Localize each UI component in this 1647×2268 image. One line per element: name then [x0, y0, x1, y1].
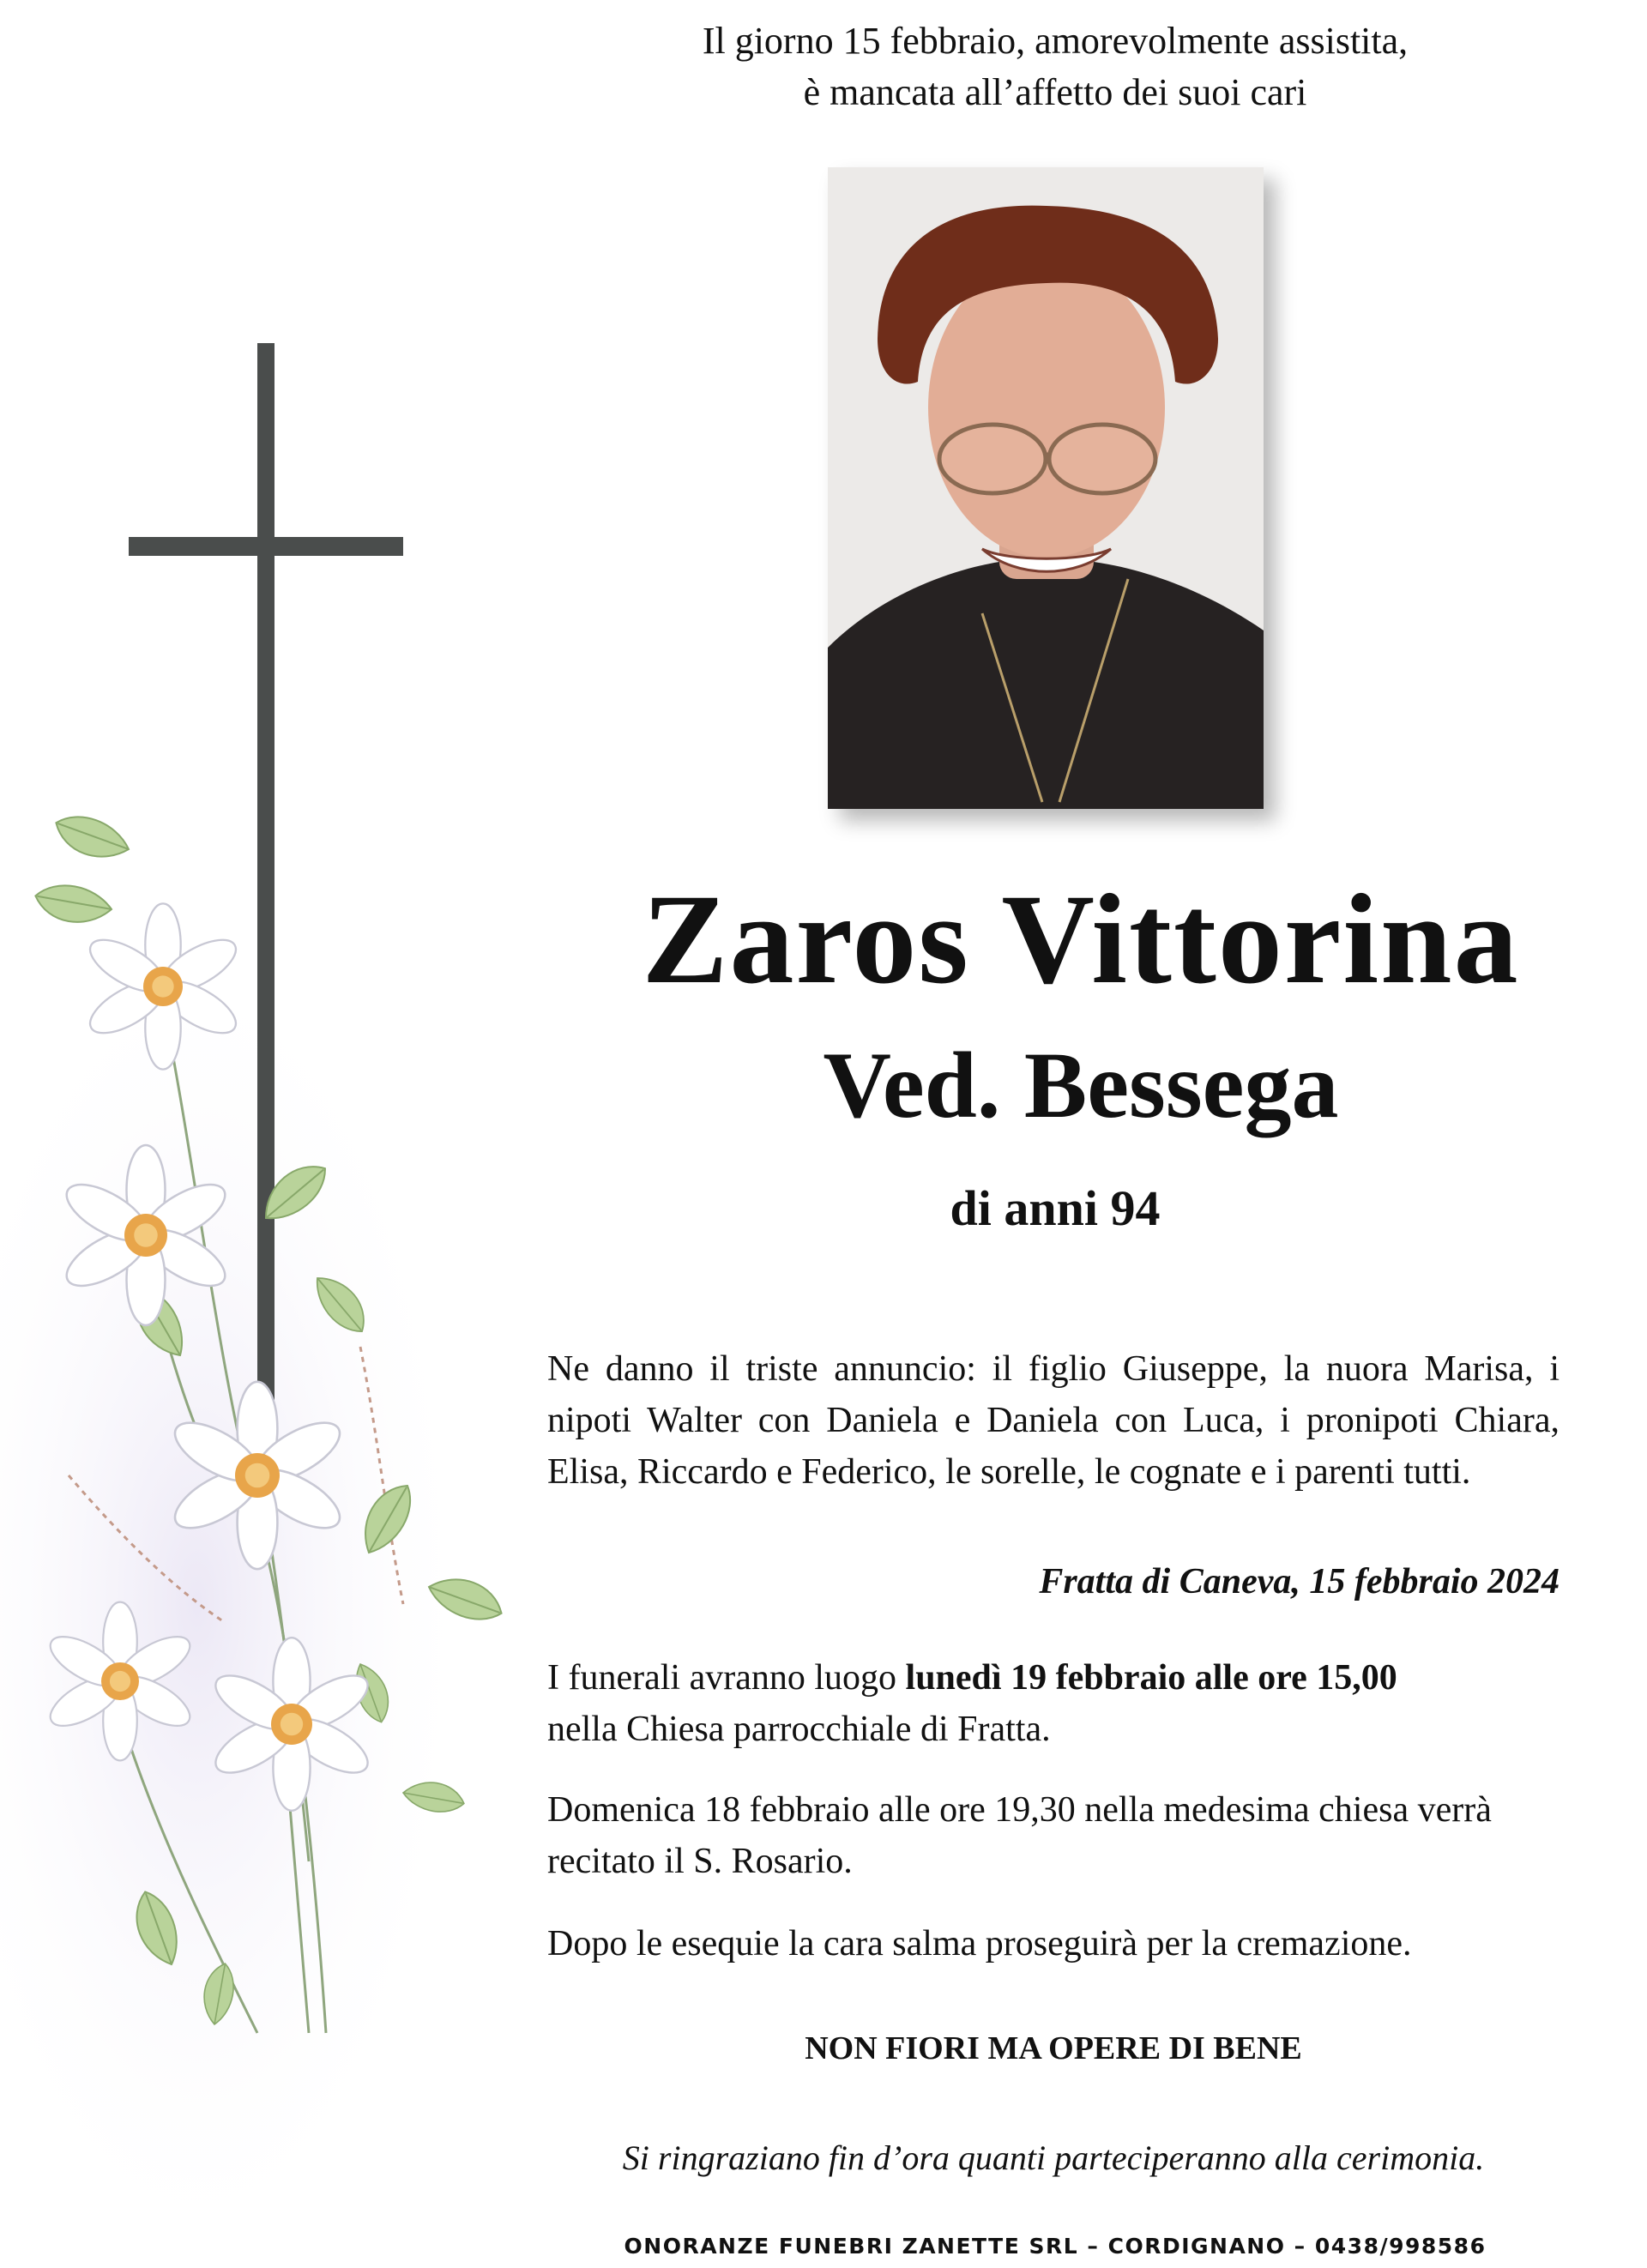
rosary-info: Domenica 18 febbraio alle ore 19,30 nella medesima chiesa verrà recitato il S. Rosario. [547, 1790, 1492, 1881]
thanks-text: Si ringraziano fin d’ora quanti parteciperanno alla cerimonia. [622, 2138, 1485, 2177]
intro-line-1: Il giorno 15 febbraio, amorevolmente assistita, [702, 20, 1409, 62]
cremation-info: Dopo le esequie la cara salma proseguirà per la cremazione. [547, 1924, 1412, 1963]
place-date: Fratta di Caneva, 15 febbraio 2024 [1039, 1562, 1560, 1601]
announcement-text: Ne danno il triste annuncio: il figlio Giuseppe, la nuora Marisa, i nipoti Walter con Daniela e Daniela con Luca, i pronipoti Chiara, Elisa, Riccardo e Federico, le sorelle, le cognate e i parenti tutti. [547, 1349, 1560, 1492]
funeral-home-footer: ONORANZE FUNEBRI ZANETTE SRL – CORDIGNANO – 0438/998586 [624, 2234, 1487, 2259]
funeral-info [547, 1652, 1560, 1755]
funeral-datetime: lunedì 19 febbraio alle ore 15,00 [905, 1658, 1397, 1698]
deceased-age: di anni 94 [950, 1180, 1161, 1236]
portrait-photo [828, 167, 1264, 809]
cross-horizontal-bar [129, 537, 403, 556]
no-flowers-notice: NON FIORI MA OPERE DI BENE [805, 2030, 1302, 2066]
funeral-location: nella Chiesa parrocchiale di Fratta. [547, 1710, 1051, 1749]
portrait-illustration [828, 167, 1264, 809]
deceased-name: Zaros Vittorina [642, 868, 1520, 1010]
deceased-subtitle: Ved. Bessega [823, 1033, 1339, 1137]
intro-line-2: è mancata all’affetto dei suoi cari [803, 71, 1307, 113]
cross-with-flowers-illustration [0, 317, 549, 2205]
intro-text [549, 15, 1561, 118]
funeral-prefix: I funerali avranno luogo [547, 1658, 906, 1698]
cross-vertical-bar [257, 343, 274, 1484]
